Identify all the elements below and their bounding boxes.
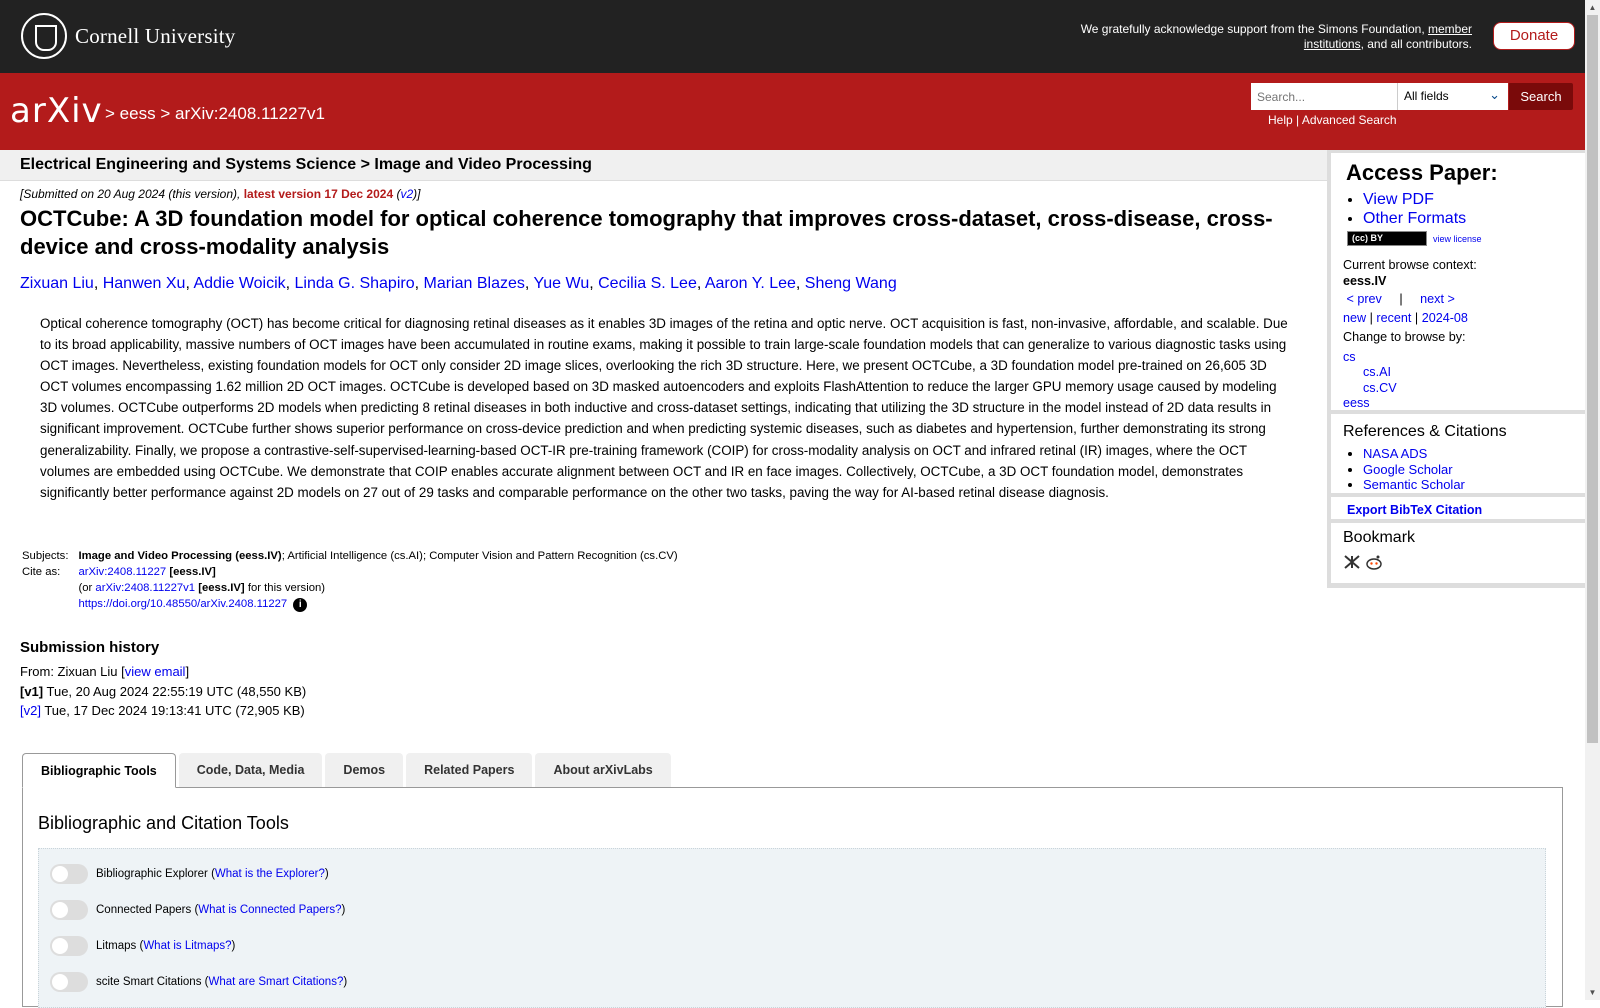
primary-subject: Image and Video Processing (eess.IV) xyxy=(78,550,282,562)
bibsonomy-icon[interactable] xyxy=(1343,554,1361,570)
submitted-suffix: ] xyxy=(417,187,421,201)
cite-or: (or xyxy=(78,582,96,594)
toggle-switch[interactable] xyxy=(50,936,88,956)
search-field-select[interactable] xyxy=(1397,83,1508,110)
member-institutions-link[interactable]: member institutions xyxy=(1303,22,1472,51)
ref-item xyxy=(1363,462,1465,478)
browse-cs-ai xyxy=(1343,365,1477,381)
latest-version: latest version 17 Dec 2024 xyxy=(243,187,394,201)
page-scrollbar[interactable] xyxy=(1585,0,1600,1000)
tool-info-link[interactable]: What is Litmaps? xyxy=(143,940,232,952)
v2-link[interactable]: v2 xyxy=(400,187,414,201)
tool-row-explorer: Bibliographic Explorer ( What is the Explorer? ) xyxy=(50,864,329,884)
tool-name: Litmaps xyxy=(96,940,137,952)
tool-info-link[interactable]: What is Connected Papers? xyxy=(198,904,342,916)
google-scholar-link[interactable]: Google Scholar xyxy=(1363,461,1453,477)
month-link[interactable]: 2024-08 xyxy=(1421,310,1468,325)
prev-next-separator: | xyxy=(1399,292,1403,306)
secondary-subjects: ; Artificial Intelligence (cs.AI); Computer Vision and Pattern Recognition (cs.CV) xyxy=(281,550,678,562)
tool-row-connected-papers: Connected Papers ( What is Connected Papers? ) xyxy=(50,900,345,920)
view-pdf-link[interactable]: View PDF xyxy=(1363,191,1434,208)
history-from xyxy=(20,662,306,682)
author-link[interactable]: Hanwen Xu xyxy=(102,275,186,292)
nasa-ads-link[interactable]: NASA ADS xyxy=(1363,446,1428,461)
change-browse-label: Change to browse by: xyxy=(1343,330,1466,344)
prev-link[interactable]: < prev xyxy=(1346,292,1382,306)
view-email-link[interactable]: view email xyxy=(124,664,186,679)
browse-cs xyxy=(1343,350,1477,366)
author-link[interactable]: Sheng Wang xyxy=(804,275,897,292)
subject-header xyxy=(0,150,1327,181)
subjects-value xyxy=(76,548,679,564)
other-formats-link[interactable]: Other Formats xyxy=(1363,209,1467,227)
cite-v1-suffix: for this version) xyxy=(244,582,326,594)
bib-tools-heading: Bibliographic and Citation Tools xyxy=(38,813,289,833)
recent-link[interactable]: recent xyxy=(1376,310,1412,325)
search-field-value: All fields xyxy=(1404,89,1449,103)
context-label: Current browse context: xyxy=(1343,258,1477,272)
browse-link[interactable]: eess xyxy=(1343,396,1370,410)
submitted-date: [Submitted on 20 Aug 2024 (this version), xyxy=(20,187,244,201)
cc-by-badge-icon[interactable]: (cc) BY xyxy=(1347,231,1427,246)
breadcrumb-eess[interactable]: eess xyxy=(119,104,156,123)
tab-bibliographic-tools[interactable]: Bibliographic Tools xyxy=(22,753,176,788)
author-link[interactable]: Aaron Y. Lee xyxy=(704,275,796,292)
submission-history-heading: Submission history xyxy=(20,639,160,656)
tool-info-link[interactable]: What are Smart Citations? xyxy=(208,976,344,988)
references-heading: References & Citations xyxy=(1343,423,1507,440)
ref-item xyxy=(1363,477,1465,493)
browse-cs-cv xyxy=(1343,381,1477,397)
help-links xyxy=(1268,113,1397,127)
v1-date: Tue, 20 Aug 2024 22:55:19 UTC (48,550 KB) xyxy=(43,683,307,699)
arxiv-logo[interactable]: arXiv xyxy=(10,91,103,131)
chevron-down-icon: ⌄ xyxy=(1489,87,1500,102)
cite-v1-link[interactable]: arXiv:2408.11227v1 xyxy=(95,582,196,594)
scroll-down-arrow-icon[interactable]: ▼ xyxy=(1588,988,1597,997)
list-links xyxy=(1343,311,1477,327)
tool-row-litmaps: Litmaps ( What is Litmaps? ) xyxy=(50,936,235,956)
search-button[interactable]: Search xyxy=(1509,83,1573,110)
semantic-scholar-link[interactable]: Semantic Scholar xyxy=(1363,477,1465,492)
support-message xyxy=(1052,22,1472,52)
abstract: Optical coherence tomography (OCT) has become critical for diagnosing retinal diseases as it enables 3D images of the retina and optic nerve. OCT acquisition is fast, non-invasive, affordable, and scalable. Due to its broad applicability, massive numbers of OCT images have been accumulated in routine exams, making it possible to train large-scale foundation models that can generalize to various diagnostic tasks using OCT images. Nevertheless, existing foundation models for OCT only consider 2D image slices, overlooking the rich 3D structure. Here, we present OCTCube, a 3D foundation model pre-trained on 26,605 3D OCT volumes encompassing 1.62 million 2D OCT images. OCTCube is developed based on 3D masked autoencoders and exploits FlashAttention to reduce the larger GPU memory usage caused by modeling 3D volumes. OCTCube outperforms 2D models when predicting 8 retinal diseases in both inductive and cross-dataset settings, indicating that utilizing the 3D structure in the model instead of 2D data results in significant improvement. OCTCube further shows superior performance on cross-device prediction and when predicting systemic diseases, such as diabetes and hypertension, further demonstrating its strong generalizability. Finally, we propose a contrastive-self-supervised-learning-based OCT-IR pre-training framework (COIP) for cross-modality analysis on OCT and infrared retinal (IR) images, where the OCT volumes are embedded using OCTCube. We demonstrate that COIP enables accurate alignment between OCT and IR en face images. Collectively, OCTCube, a 3D OCT foundation model, demonstrates significantly better performance against 2D models on 27 out of 29 tasks and comparable performance on the other two tasks, paving the way for AI-based retinal disease diagnosis. xyxy=(40,316,1288,500)
help-separator: | xyxy=(1292,113,1302,127)
bookmark-icons xyxy=(1343,554,1383,570)
context-value: eess.IV xyxy=(1343,273,1387,288)
toggle-switch[interactable] xyxy=(50,972,88,992)
help-link[interactable]: Help xyxy=(1268,113,1293,127)
advanced-search-link[interactable]: Advanced Search xyxy=(1301,113,1397,127)
tab-related-papers[interactable]: Related Papers xyxy=(406,753,532,787)
tab-code-data-media[interactable]: Code, Data, Media xyxy=(179,753,323,787)
breadcrumb-separator: > xyxy=(160,104,171,123)
v1-label: [v1] xyxy=(20,683,44,699)
next-link[interactable]: next > xyxy=(1420,292,1455,306)
toggle-switch[interactable] xyxy=(50,900,88,920)
cite-value xyxy=(76,564,679,580)
info-icon[interactable]: i xyxy=(293,598,307,612)
tab-demos[interactable]: Demos xyxy=(325,753,403,787)
access-links xyxy=(1343,191,1466,228)
list-separator: | xyxy=(1414,310,1419,325)
reddit-icon[interactable] xyxy=(1365,554,1383,570)
toggle-switch[interactable] xyxy=(50,864,88,884)
cornell-logo[interactable] xyxy=(21,13,236,59)
access-paper-heading: Access Paper: xyxy=(1346,160,1498,185)
tab-about-arxivlabs[interactable]: About arXivLabs xyxy=(535,753,670,787)
access-item xyxy=(1363,191,1466,210)
history-from-end: ] xyxy=(185,664,190,679)
cite-label: Cite as: xyxy=(22,566,61,578)
doi-link[interactable]: https://doi.org/10.48550/arXiv.2408.11227 xyxy=(78,598,288,610)
cite-category: [eess.IV] xyxy=(169,566,216,578)
history-from-text: From: Zixuan Liu [ xyxy=(20,664,125,679)
author-link[interactable]: Yue Wu xyxy=(533,275,590,292)
history-v1 xyxy=(20,682,306,702)
subject-header-text: Electrical Engineering and Systems Science > Image and Video Processing xyxy=(20,156,592,173)
license xyxy=(1347,231,1482,246)
tool-name: Bibliographic Explorer xyxy=(96,868,208,880)
prev-next xyxy=(1343,292,1477,308)
export-bibtex-link[interactable]: Export BibTeX Citation xyxy=(1347,503,1483,517)
new-link[interactable]: new xyxy=(1343,310,1367,325)
labs-tabs xyxy=(22,753,671,788)
submission-history xyxy=(20,662,306,721)
breadcrumb xyxy=(105,104,325,124)
paper-title: OCTCube: A 3D foundation model for optical coherence tomography that improves cross-dataset, cross-disease, cross-device and cross-modality analysis xyxy=(20,206,1273,259)
support-text: We gratefully acknowledge support from the Simons Foundation, xyxy=(1080,22,1428,36)
cite-version xyxy=(76,580,679,596)
author-link[interactable]: Linda G. Shapiro xyxy=(294,275,415,292)
access-item xyxy=(1363,210,1466,229)
cite-id-link[interactable]: arXiv:2408.11227 xyxy=(78,566,167,578)
browse-context xyxy=(1343,258,1477,412)
donate-button[interactable]: Donate xyxy=(1493,22,1575,50)
author-link[interactable]: Zixuan Liu xyxy=(20,275,94,292)
list-separator: | xyxy=(1369,310,1373,325)
cornell-wordmark: Cornell University xyxy=(75,23,236,48)
breadcrumb-paper-id: arXiv:2408.11227v1 xyxy=(175,104,325,123)
author-link[interactable]: Marian Blazes xyxy=(423,275,525,292)
bookmark-heading: Bookmark xyxy=(1343,529,1416,546)
browse-link[interactable]: cs xyxy=(1343,349,1356,364)
references-list xyxy=(1343,446,1465,493)
search-input[interactable] xyxy=(1251,83,1397,110)
tool-name: scite Smart Citations xyxy=(96,976,202,988)
author-link[interactable]: Cecilia S. Lee xyxy=(598,275,697,292)
author-list: Zixuan Liu, Hanwen Xu, Addie Woicik, Linda G. Shapiro, Marian Blazes, Yue Wu, Cecilia S. Lee, Aaron Y. Lee, Sheng Wang xyxy=(20,275,897,292)
scroll-up-arrow-icon[interactable]: ▲ xyxy=(1588,3,1597,12)
cite-v1-category: [eess.IV] xyxy=(198,582,245,594)
history-v2 xyxy=(20,701,306,721)
browse-eess xyxy=(1343,396,1477,412)
browse-link[interactable]: cs.CV xyxy=(1363,380,1397,395)
tool-row-scite: scite Smart Citations ( What are Smart Citations? ) xyxy=(50,972,347,992)
view-license-link[interactable]: view license xyxy=(1433,233,1482,244)
subjects-label: Subjects: xyxy=(22,550,69,562)
v2-date: Tue, 17 Dec 2024 19:13:41 UTC (72,905 KB) xyxy=(40,703,305,718)
submission-dateline: [Submitted on 20 Aug 2024 (this version), latest version 17 Dec 2024 (v2)] xyxy=(20,187,421,201)
tool-info-link[interactable]: What is the Explorer? xyxy=(214,868,325,880)
scrollbar-thumb[interactable] xyxy=(1587,15,1598,743)
v2-history-link[interactable]: [v2] xyxy=(20,703,41,718)
tool-name: Connected Papers xyxy=(96,904,192,916)
author-link[interactable]: Addie Woicik xyxy=(193,275,286,292)
breadcrumb-separator: > xyxy=(105,104,115,123)
metadata-table xyxy=(20,548,680,614)
browse-link[interactable]: cs.AI xyxy=(1363,365,1391,379)
support-text-end: , and all contributors. xyxy=(1360,37,1472,51)
cornell-seal-icon xyxy=(21,13,67,59)
doi-row xyxy=(76,596,679,614)
ref-item xyxy=(1363,446,1465,462)
